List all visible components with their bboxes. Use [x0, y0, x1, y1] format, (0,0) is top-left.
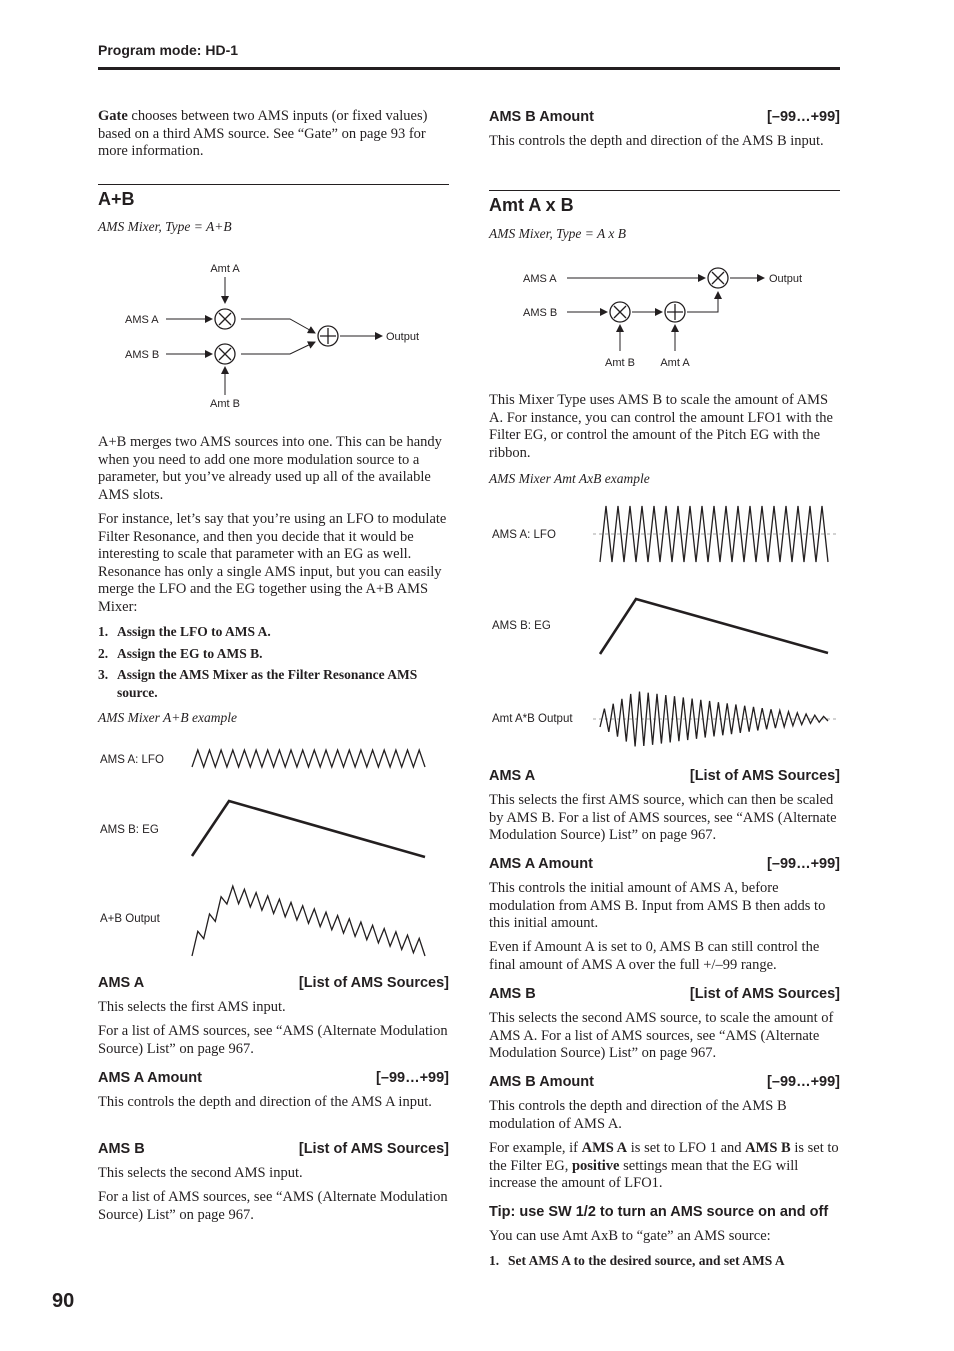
step-item: 2. Assign the EG to AMS B. — [98, 645, 263, 661]
param-ams-b: AMS B [List of AMS Sources] — [98, 1141, 449, 1157]
label-amt-b: Amt B — [605, 357, 635, 369]
step-item: 3. Assign the AMS Mixer as the Filter Resonance AMS source. — [98, 667, 418, 700]
param-ams-b-amount-2: AMS B Amount [–99…+99] — [489, 1074, 840, 1090]
multiply-node-a — [215, 309, 235, 329]
tip-desc: You can use Amt AxB to “gate” an AMS source: — [489, 1228, 771, 1244]
axb-block-diagram — [489, 258, 840, 378]
ams-b-amount-desc-2: This controls the depth and direction of the AMS B modulation of AMS A. — [489, 1098, 787, 1132]
header-rule — [98, 67, 840, 70]
wave-label-lfo: AMS A: LFO — [100, 754, 164, 766]
tip-heading: Tip: use SW 1/2 to turn an AMS source on and off — [489, 1204, 829, 1220]
ams-b-desc-2: For a list of AMS sources, see “AMS (Alternate Modulation Source) List” on page 967. — [98, 1189, 448, 1223]
wave-lfo — [192, 750, 425, 767]
tip-steps — [489, 1252, 840, 1270]
label-ams-b: AMS B — [523, 307, 558, 319]
step-item: 1. Set AMS A to the desired source, and set AMS A — [489, 1253, 785, 1268]
label-ams-b: AMS B — [125, 349, 160, 361]
param-ams-a-amount: AMS A Amount [–99…+99] — [98, 1070, 449, 1086]
ams-a-amount-desc-1: This controls the initial amount of AMS A, before modulation from AMS B. Input from AMS B then adds to this initial amount. — [489, 880, 826, 932]
gate-term: Gate — [98, 108, 128, 124]
ab-paragraph-2: For instance, let’s say that you’re using an LFO to modulate Filter Resonance, and then you decide that it would be interesting to scale that parameter with an EG as well. Resonance has only a single AMS input, but you can easily merge the LFO and the EG together using the A+B AMS Mixer: — [98, 511, 447, 615]
wave-eg — [192, 801, 425, 857]
label-ams-a: AMS A — [523, 273, 557, 285]
wave-label-output: Amt A*B Output — [492, 713, 573, 725]
param-ams-b: AMS B [List of AMS Sources] — [489, 986, 840, 1002]
ams-a-desc: This selects the first AMS source, which can then be scaled by AMS B. For a list of AMS sources, see “AMS (Alternate Modulation Source) List” on page 967. — [489, 792, 837, 844]
wave-label-eg: AMS B: EG — [100, 824, 159, 836]
section-title-ab: A+B — [98, 184, 449, 210]
section-title-axb: Amt A x B — [489, 190, 840, 216]
sum-node — [665, 302, 685, 322]
ams-a-desc-1: This selects the first AMS input. — [98, 999, 286, 1015]
label-output: Output — [769, 273, 803, 285]
multiply-node-b — [215, 344, 235, 364]
axb-paragraph-1: This Mixer Type uses AMS B to scale the amount of AMS A. For instance, you can control the amount LFO1 with the Filter EG, or control the amount of the Pitch EG with the ribbon. — [489, 392, 833, 461]
running-header: Program mode: HD-1 — [98, 42, 239, 58]
label-ams-a: AMS A — [125, 314, 159, 326]
param-ams-a-amount: AMS A Amount [–99…+99] — [489, 856, 840, 872]
ab-steps — [98, 623, 449, 701]
label-amt-a: Amt A — [660, 357, 690, 369]
ab-paragraph-1: A+B merges two AMS sources into one. This can be handy when you need to add one more modulation source to a parameter, but you’ve already used up all of the available AMS slots. — [98, 434, 442, 503]
param-ams-a: AMS A [List of AMS Sources] — [489, 768, 840, 784]
ams-a-amount-desc-2: Even if Amount A is set to 0, AMS B can still control the final amount of AMS A over the full +/–99 range. — [489, 939, 820, 973]
wave-label-eg: AMS B: EG — [492, 620, 551, 632]
caption-ab-example: AMS Mixer A+B example — [98, 710, 237, 725]
step-item: 1. Assign the LFO to AMS A. — [98, 624, 271, 639]
caption-axb: AMS Mixer, Type = A x B — [489, 226, 626, 241]
ams-a-amount-desc: This controls the depth and direction of the AMS A input. — [98, 1094, 432, 1110]
caption-ab: AMS Mixer, Type = A+B — [98, 219, 232, 234]
sum-node — [318, 326, 338, 346]
param-ams-a: AMS A [List of AMS Sources] — [98, 975, 449, 991]
ams-b-desc: This selects the second AMS source, to scale the amount of AMS A. For a list of AMS sources, see “AMS (Alternate Modulation Source) List” on page 967. — [489, 1010, 834, 1062]
gate-text: chooses between two AMS inputs (or fixed values) based on a third AMS source. See “Gate” on page 93 for more information. — [98, 108, 428, 160]
gate-paragraph — [98, 108, 449, 161]
caption-axb-example: AMS Mixer Amt AxB example — [489, 471, 650, 486]
wave-eg — [600, 599, 828, 654]
label-amt-b: Amt B — [210, 398, 240, 410]
ab-waveform-example — [98, 740, 449, 960]
example-paragraph: For example, if AMS A is set to LFO 1 and AMS B is set to the Filter EG, positive settings mean that the EG will increase the amount of LFO1. — [489, 1140, 839, 1192]
label-output: Output — [386, 331, 420, 343]
ams-b-amount-desc: This controls the depth and direction of the AMS B input. — [489, 133, 824, 149]
ams-b-desc-1: This selects the second AMS input. — [98, 1165, 303, 1181]
wave-label-output: A+B Output — [100, 913, 160, 925]
ams-a-desc-2: For a list of AMS sources, see “AMS (Alternate Modulation Source) List” on page 967. — [98, 1023, 448, 1057]
param-ams-b-amount: AMS B Amount [–99…+99] — [489, 109, 840, 125]
wave-label-lfo: AMS A: LFO — [492, 529, 556, 541]
page-number: 90 — [52, 1290, 75, 1312]
axb-waveform-example — [489, 498, 840, 753]
multiply-node-out — [708, 268, 728, 288]
multiply-node-b — [610, 302, 630, 322]
ab-block-diagram — [98, 255, 449, 415]
wave-output — [192, 886, 425, 956]
label-amt-a: Amt A — [210, 263, 240, 275]
